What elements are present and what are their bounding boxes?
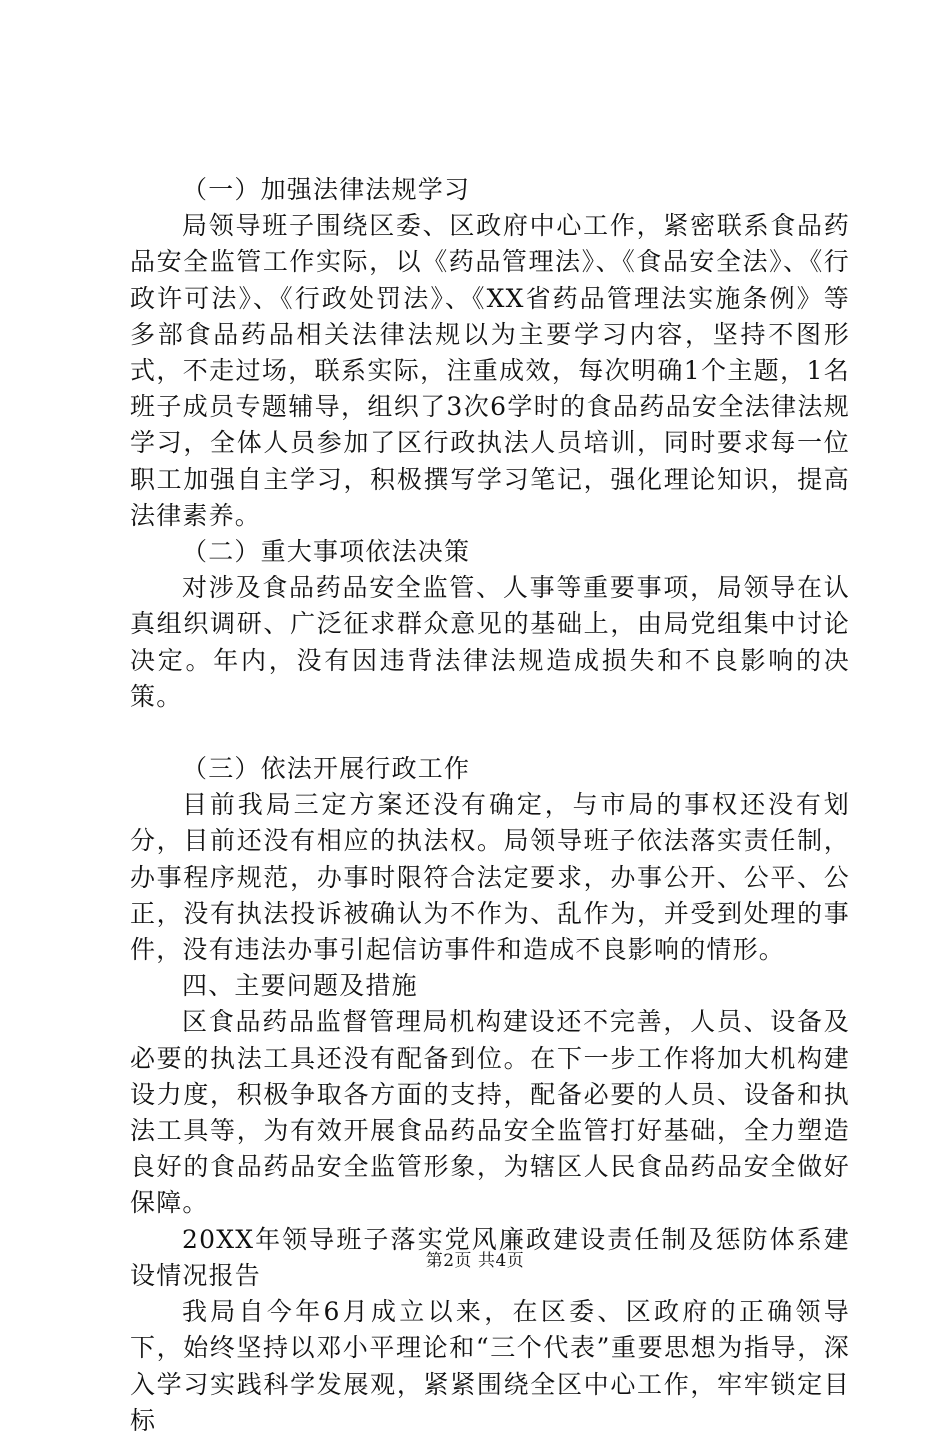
page-footer (0, 1246, 950, 1271)
report-paragraph: 我局自今年6月成立以来，在区委、区政府的正确领导下，始终坚持以邓小平理论和“三个代表”重要思想为指导，深入学习实践科学发展观，紧紧围绕全区中心工作，牢牢锁定目标 (130, 1297, 850, 1435)
section3-paragraph: 目前我局三定方案还没有确定，与市局的事权还没有划分，目前还没有相应的执法权。局领导班子依法落实责任制，办事程序规范，办事时限符合法定要求，办事公开、公平、公正，没有执法投诉被确认为不作为、乱作为，并受到处理的事件，没有违法办事引起信访事件和造成不良影响的情形。 (130, 790, 850, 965)
section2-heading: （二）重大事项依法决策 (182, 537, 471, 567)
section3-heading: （三）依法开展行政工作 (182, 754, 471, 784)
section1-heading: （一）加强法律法规学习 (182, 175, 471, 204)
paragraph-spacer (130, 715, 850, 751)
section4-heading: 四、主要问题及措施 (182, 971, 418, 1001)
section1-paragraph: 局领导班子围绕区委、区政府中心工作，紧密联系食品药品安全监管工作实际，以《药品管理法》、《食品安全法》、《行政许可法》、《行政处罚法》、《XX省药品管理法实施条例》等多部食品药品相关法律法规以为主要学习内容，坚持不图形式，不走过场，联系实际，注重成效，每次明确1个主题，1名班子成员专题辅导，组织了3次6学时的食品药品安全法律法规学习，全体人员参加了区行政执法人员培训，同时要求每一位职工加强自主学习，积极撰写学习笔记，强化理论知识，提高法律素养。 (130, 211, 850, 530)
page-indicator: 第2页 共4页 (425, 1251, 525, 1271)
report-title: 20XX年领导班子落实党风廉政建设责任制及惩防体系建设情况报告 (130, 1224, 850, 1290)
section2-paragraph: 对涉及食品药品安全监管、人事等重要事项，局领导在认真组织调研、广泛征求群众意见的基础上，由局党组集中讨论决定。年内，没有因违背法律法规造成损失和不良影响的决策。 (130, 573, 850, 711)
section4-paragraph: 区食品药品监督管理局机构建设还不完善，人员、设备及必要的执法工具还没有配备到位。在下一步工作将加大机构建设力度，积极争取各方面的支持，配备必要的人员、设备和执法工具等，为有效开展食品药品安全监管打好基础，全力塑造良好的食品药品安全监管形象，为辖区人民食品药品安全做好保障。 (130, 1007, 850, 1218)
